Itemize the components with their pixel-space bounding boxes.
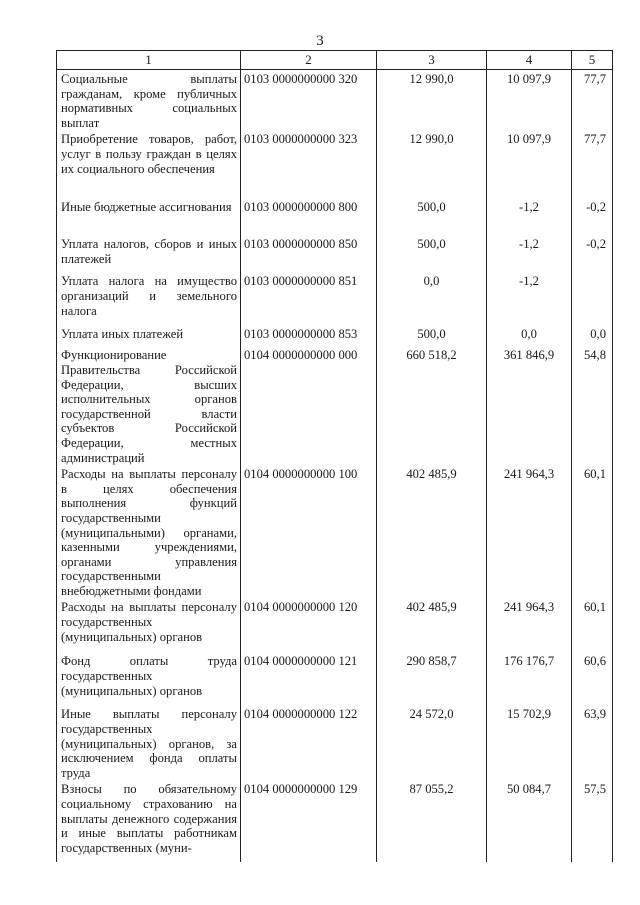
row-value-col5: 60,1 (572, 465, 613, 598)
row-name: Уплата иных платежей (57, 325, 241, 346)
row-value-col4: 50 084,7 (487, 780, 572, 862)
table-row (57, 598, 613, 652)
row-value-col5: 77,7 (572, 130, 613, 198)
row-value-col5: 54,8 (572, 346, 613, 465)
row-code: 0103 0000000000 800 (241, 198, 377, 235)
row-name: Иные бюджетные ассигнования (57, 198, 241, 235)
row-code: 0103 0000000000 850 (241, 235, 377, 272)
row-value-col5: 60,6 (572, 652, 613, 705)
row-name: Иные выплаты персоналу государственных (муниципальных) органов, за исключением фонда оплаты труда (57, 705, 241, 780)
row-value-col3: 660 518,2 (377, 346, 487, 465)
row-value-col5: 57,5 (572, 780, 613, 862)
table-row (57, 652, 613, 705)
row-name: Расходы на выплаты персоналу в целях обеспечения выполнения функций государственными (муниципальными) органами, казенными учреждениями, органами управления государственными внебюджетными фондами (57, 465, 241, 598)
column-header-2: 2 (241, 51, 377, 70)
row-value-col4: 10 097,9 (487, 130, 572, 198)
row-value-col3: 290 858,7 (377, 652, 487, 705)
row-code: 0103 0000000000 851 (241, 272, 377, 325)
row-name: Фонд оплаты труда государственных (муниципальных) органов (57, 652, 241, 705)
row-code: 0103 0000000000 323 (241, 130, 377, 198)
row-value-col4: 361 846,9 (487, 346, 572, 465)
table-row (57, 780, 613, 862)
row-value-col3: 402 485,9 (377, 465, 487, 598)
column-header-3: 3 (377, 51, 487, 70)
row-name: Уплата налога на имущество организаций и земельного налога (57, 272, 241, 325)
row-value-col3: 0,0 (377, 272, 487, 325)
row-name: Функционирование Правительства Российской Федерации, высших исполнительных органов государственной власти субъектов Российской Федерации, местных администраций (57, 346, 241, 465)
row-value-col3: 500,0 (377, 198, 487, 235)
row-code: 0103 0000000000 320 (241, 70, 377, 131)
row-code: 0104 0000000000 120 (241, 598, 377, 652)
table-row (57, 465, 613, 598)
row-value-col5: 77,7 (572, 70, 613, 131)
table-row (57, 705, 613, 780)
row-value-col5 (572, 272, 613, 325)
row-code: 0103 0000000000 853 (241, 325, 377, 346)
column-header-4: 4 (487, 51, 572, 70)
row-name: Социальные выплаты гражданам, кроме публичных нормативных социальных выплат (57, 70, 241, 131)
row-value-col5: -0,2 (572, 198, 613, 235)
row-name: Уплата налогов, сборов и иных платежей (57, 235, 241, 272)
table-row (57, 325, 613, 346)
row-value-col3: 12 990,0 (377, 70, 487, 131)
table-row (57, 235, 613, 272)
row-code: 0104 0000000000 100 (241, 465, 377, 598)
row-value-col4: 176 176,7 (487, 652, 572, 705)
row-value-col4: 0,0 (487, 325, 572, 346)
row-value-col4: 241 964,3 (487, 465, 572, 598)
header-row (57, 51, 613, 70)
row-name: Приобретение товаров, работ, услуг в пользу граждан в целях их социального обеспечения (57, 130, 241, 198)
table-row (57, 130, 613, 198)
row-value-col3: 402 485,9 (377, 598, 487, 652)
row-code: 0104 0000000000 000 (241, 346, 377, 465)
column-header-5: 5 (572, 51, 613, 70)
row-value-col5: -0,2 (572, 235, 613, 272)
row-code: 0104 0000000000 121 (241, 652, 377, 705)
row-value-col4: 241 964,3 (487, 598, 572, 652)
row-name: Взносы по обязательному социальному страхованию на выплаты денежного содержания и иные выплаты работникам государственных (муни- (57, 780, 241, 862)
row-code: 0104 0000000000 122 (241, 705, 377, 780)
row-name: Расходы на выплаты персоналу государственных (муниципальных) органов (57, 598, 241, 652)
row-value-col5: 60,1 (572, 598, 613, 652)
column-header-1: 1 (57, 51, 241, 70)
row-value-col4: -1,2 (487, 198, 572, 235)
row-value-col4: -1,2 (487, 272, 572, 325)
row-value-col4: 10 097,9 (487, 70, 572, 131)
table-row (57, 198, 613, 235)
row-value-col3: 24 572,0 (377, 705, 487, 780)
table-row (57, 272, 613, 325)
table-row (57, 346, 613, 465)
row-value-col5: 63,9 (572, 705, 613, 780)
row-value-col5: 0,0 (572, 325, 613, 346)
row-value-col3: 87 055,2 (377, 780, 487, 862)
table-row (57, 70, 613, 131)
row-value-col4: -1,2 (487, 235, 572, 272)
row-value-col3: 500,0 (377, 325, 487, 346)
row-value-col3: 500,0 (377, 235, 487, 272)
page-number: 3 (316, 33, 324, 49)
budget-table (56, 50, 613, 862)
row-value-col4: 15 702,9 (487, 705, 572, 780)
row-code: 0104 0000000000 129 (241, 780, 377, 862)
row-value-col3: 12 990,0 (377, 130, 487, 198)
